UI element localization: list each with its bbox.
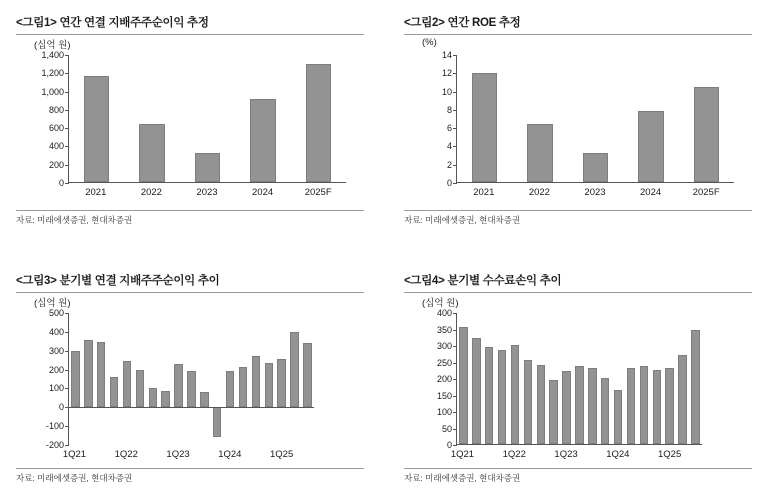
chart-1-area (16, 35, 364, 235)
x-axis-tick-label: 2021 (85, 187, 107, 198)
bar-slot (534, 313, 547, 444)
bar-slot (483, 313, 496, 444)
bar-slot (689, 313, 702, 444)
bar (575, 366, 584, 444)
chart-1-plot (68, 55, 346, 183)
bar-slot (291, 55, 346, 182)
chart-4-bars (457, 313, 702, 444)
bar-slot (69, 313, 82, 445)
x-axis-tick-label: 2025F (304, 187, 332, 198)
bar-slot (235, 55, 290, 182)
bar-slot (512, 55, 567, 182)
bar (84, 76, 109, 182)
y-axis-tick-label: -100 (45, 421, 64, 432)
bar (265, 363, 274, 407)
bar (459, 327, 468, 444)
bar-slot (568, 55, 623, 182)
chart-2-y-axis (404, 50, 452, 188)
x-axis-tick-label: 1Q25 (658, 449, 682, 460)
chart-3-bars (69, 313, 314, 445)
chart-4-plot (456, 313, 702, 445)
y-axis-tick-label: 0 (446, 440, 452, 450)
bar-slot (586, 313, 599, 444)
bar (250, 99, 275, 182)
bar-slot (637, 313, 650, 444)
bar (691, 330, 700, 444)
bar (665, 368, 674, 444)
chart-panel-3 (16, 272, 364, 493)
y-axis-tick-label: 400 (48, 326, 64, 337)
chart-2-source: 자료: 미래에셋증권, 현대차증권 (404, 210, 752, 226)
y-axis-tick-label: 800 (48, 104, 64, 115)
chart-2-area (404, 35, 752, 235)
bar-slot (198, 313, 211, 445)
chart-2-x-axis-labels (456, 187, 734, 198)
bar-slot (457, 313, 470, 444)
y-axis-tick-label: 0 (446, 178, 452, 188)
x-axis-tick-label: 1Q25 (270, 449, 294, 460)
y-axis-tick-label: 1,200 (41, 68, 64, 79)
bar-slot (676, 313, 689, 444)
x-axis-tick-label: 2023 (584, 187, 606, 198)
y-axis-tick-mark (65, 445, 69, 446)
bar (195, 153, 220, 182)
bar (694, 87, 719, 182)
bar (84, 340, 93, 407)
chart-3-title: <그림3> 분기별 연결 지배주주순이익 추이 (16, 272, 364, 293)
x-axis-tick-label: 2024 (252, 187, 274, 198)
chart-4-x-axis-labels (450, 449, 702, 463)
bar-slot (121, 313, 134, 445)
y-axis-tick-label: 6 (446, 123, 452, 134)
x-axis-tick-label: 1Q23 (166, 449, 190, 460)
bar-slot (509, 313, 522, 444)
bar-slot (573, 313, 586, 444)
x-axis-tick-label: 1Q21 (450, 449, 475, 460)
chart-4-y-axis (404, 308, 452, 450)
y-axis-tick-label: 2 (446, 159, 452, 170)
bar (200, 392, 209, 407)
y-axis-tick-label: 50 (441, 423, 452, 434)
y-axis-tick-label: -200 (45, 440, 64, 450)
y-axis-tick-label: 100 (436, 407, 452, 417)
y-axis-tick-label: 1,000 (41, 86, 64, 97)
x-axis-tick-label: 1Q22 (114, 449, 138, 460)
bar-slot (159, 313, 172, 445)
bar-slot (496, 313, 509, 444)
chart-3-area (16, 293, 364, 493)
bar (187, 371, 196, 408)
bar (653, 370, 662, 444)
bar-slot (457, 55, 512, 182)
y-axis-tick-label: 150 (436, 390, 452, 401)
bar-slot (623, 55, 678, 182)
y-axis-tick-mark (65, 183, 69, 184)
chart-2-unit-label: (%) (422, 37, 437, 48)
y-axis-tick-label: 14 (441, 50, 452, 60)
y-axis-tick-label: 250 (436, 357, 452, 368)
chart-1-bars (69, 55, 346, 182)
bar (588, 368, 597, 444)
y-axis-tick-label: 10 (441, 86, 452, 97)
chart-3-y-axis (16, 308, 64, 450)
bar-slot (650, 313, 663, 444)
chart-panel-1 (16, 14, 364, 235)
bar-slot (249, 313, 262, 445)
chart-2-bars (457, 55, 734, 182)
chart-1-title: <그림1> 연간 연결 지배주주순이익 추정 (16, 14, 364, 35)
x-axis-tick-label: 1Q22 (502, 449, 526, 460)
chart-2-plot (456, 55, 734, 183)
chart-4-unit-label: (십억 원) (422, 298, 459, 309)
x-axis-tick-label: 2024 (640, 187, 662, 198)
bar (252, 356, 261, 407)
bar-slot (288, 313, 301, 445)
x-axis-tick-label: 1Q23 (554, 449, 578, 460)
chart-3-x-axis-labels (62, 449, 314, 463)
bar-slot (108, 313, 121, 445)
y-axis-tick-label: 300 (48, 345, 64, 356)
bar (614, 390, 623, 444)
bar-slot (663, 313, 676, 444)
y-axis-tick-label: 400 (48, 141, 64, 152)
chart-4-source: 자료: 미래에셋증권, 현대차증권 (404, 468, 752, 484)
bar (549, 380, 558, 444)
y-axis-tick-label: 200 (48, 159, 64, 170)
y-axis-tick-mark (453, 445, 457, 446)
bar-slot (146, 313, 159, 445)
bar (627, 368, 636, 444)
x-axis-tick-label: 2021 (473, 187, 495, 198)
x-axis-tick-label: 2023 (196, 187, 218, 198)
y-axis-tick-label: 0 (58, 402, 64, 413)
y-axis-tick-mark (453, 183, 457, 184)
y-axis-tick-label: 100 (48, 383, 64, 394)
bar (290, 332, 299, 407)
y-axis-tick-label: 4 (446, 141, 452, 152)
bar (97, 342, 106, 407)
chart-2-title: <그림2> 연간 ROE 추정 (404, 14, 752, 35)
bar-slot (679, 55, 734, 182)
y-axis-tick-label: 12 (441, 68, 452, 79)
bar (136, 370, 145, 408)
bar (306, 64, 331, 182)
bar-slot (172, 313, 185, 445)
bar-slot (185, 313, 198, 445)
y-axis-tick-label: 0 (58, 178, 64, 188)
bar (161, 391, 170, 407)
chart-3-plot (68, 313, 314, 445)
bar (601, 378, 610, 444)
bar (678, 355, 687, 444)
bar-slot (301, 313, 314, 445)
bar (537, 365, 546, 444)
bar (110, 377, 119, 407)
y-axis-tick-label: 200 (48, 364, 64, 375)
bar-slot (237, 313, 250, 445)
bar-slot (211, 313, 224, 445)
bar-slot (133, 313, 146, 445)
bar-slot (470, 313, 483, 444)
y-axis-tick-label: 1,400 (41, 50, 64, 60)
bar-slot (224, 313, 237, 445)
y-axis-tick-label: 500 (48, 308, 64, 318)
x-axis-tick-label: 2025F (692, 187, 720, 198)
chart-panel-4 (404, 272, 752, 493)
bar (277, 359, 286, 407)
bar (239, 367, 248, 408)
bar (149, 388, 158, 408)
y-axis-tick-label: 200 (436, 374, 452, 384)
bar (226, 371, 235, 407)
x-axis-tick-label: 2022 (140, 187, 162, 198)
bar (562, 371, 571, 444)
x-axis-tick-label: 1Q24 (606, 449, 630, 460)
bar (123, 361, 132, 407)
bar (527, 124, 552, 182)
bar (139, 124, 164, 183)
bar (511, 345, 520, 444)
zero-axis-line (69, 407, 314, 408)
chart-1-unit-label: (십억 원) (34, 40, 71, 51)
bar (303, 343, 312, 407)
bar (524, 360, 533, 444)
bar-slot (69, 55, 124, 182)
chart-4-area (404, 293, 752, 493)
bar-slot (521, 313, 534, 444)
x-axis-tick-label: 1Q24 (218, 449, 242, 460)
chart-4-title: <그림4> 분기별 수수료손익 추이 (404, 272, 752, 293)
bar (71, 351, 80, 408)
bar (638, 111, 663, 182)
bar-slot (560, 313, 573, 444)
bar-slot (612, 313, 625, 444)
bar-slot (547, 313, 560, 444)
y-axis-tick-label: 600 (48, 123, 64, 134)
bar-slot (599, 313, 612, 444)
bar-slot (95, 313, 108, 445)
x-axis-tick-label: 2022 (528, 187, 550, 198)
bar-slot (262, 313, 275, 445)
chart-1-y-axis (16, 50, 64, 188)
bar (583, 153, 608, 182)
bar (498, 350, 507, 444)
y-axis-tick-label: 400 (436, 308, 452, 318)
y-axis-tick-label: 350 (436, 324, 452, 335)
chart-1-source: 자료: 미래에셋증권, 현대차증권 (16, 210, 364, 226)
bar-slot (180, 55, 235, 182)
x-axis-tick-label: 1Q21 (62, 449, 87, 460)
bar (485, 347, 494, 444)
bar-slot (82, 313, 95, 445)
y-axis-tick-label: 300 (436, 341, 452, 351)
bar (472, 73, 497, 182)
chart-panel-2 (404, 14, 752, 235)
chart-1-x-axis-labels (68, 187, 346, 198)
bar (213, 407, 222, 437)
bar (174, 364, 183, 407)
y-axis-tick-label: 8 (446, 104, 452, 115)
chart-3-unit-label: (십억 원) (34, 298, 71, 309)
bar-slot (124, 55, 179, 182)
bar-slot (625, 313, 638, 444)
bar-slot (275, 313, 288, 445)
chart-3-source: 자료: 미래에셋증권, 현대차증권 (16, 468, 364, 484)
bar (640, 366, 649, 444)
bar (472, 338, 481, 444)
